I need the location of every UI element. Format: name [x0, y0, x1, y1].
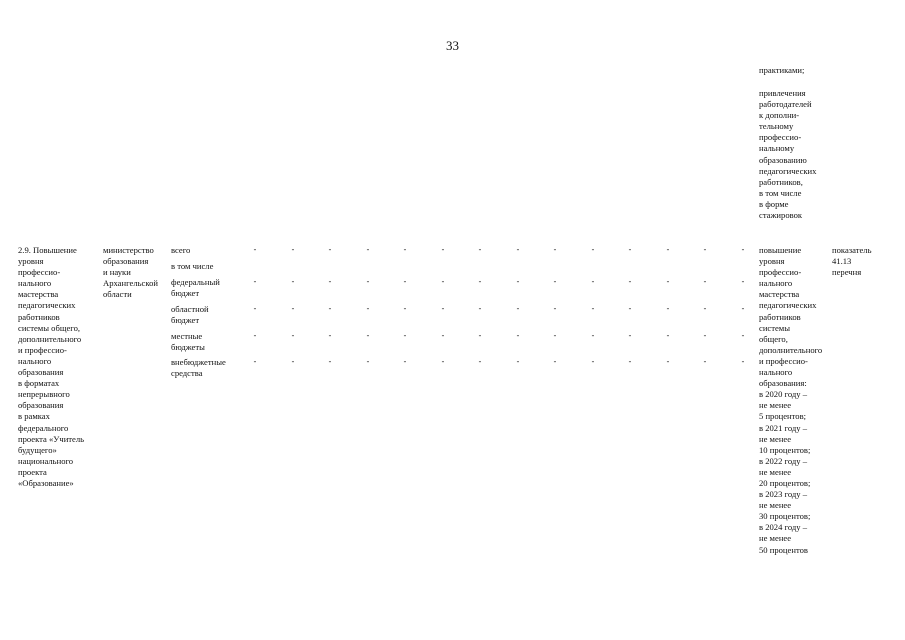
funding-value-cell: -	[741, 357, 745, 366]
funding-value-cell: -	[441, 357, 445, 366]
funding-value-cell: -	[366, 304, 370, 313]
executor-cell: министерство образования и науки Архангельской области	[103, 245, 158, 300]
funding-value-cell: -	[328, 277, 332, 286]
funding-value-cell: -	[703, 357, 707, 366]
source-label-regional: областной бюджет	[171, 304, 209, 326]
source-label-including: в том числе	[171, 261, 214, 271]
source-label-total: всего	[171, 245, 191, 255]
funding-value-cell: -	[591, 277, 595, 286]
funding-value-cell: -	[403, 304, 407, 313]
funding-value-cell: -	[328, 357, 332, 366]
funding-value-cell: -	[516, 357, 520, 366]
funding-value-cell: -	[741, 304, 745, 313]
funding-value-cell: -	[591, 357, 595, 366]
funding-value-cell: -	[703, 277, 707, 286]
continuation-text-top: практиками;	[759, 65, 805, 75]
funding-value-cell: -	[291, 357, 295, 366]
funding-value-cell: -	[703, 331, 707, 340]
funding-value-cell: -	[516, 277, 520, 286]
funding-value-cell: -	[366, 331, 370, 340]
funding-value-cell: -	[291, 304, 295, 313]
funding-value-cell: -	[328, 331, 332, 340]
funding-value-cell: -	[441, 304, 445, 313]
funding-value-cell: -	[666, 357, 670, 366]
funding-value-cell: -	[403, 245, 407, 254]
funding-value-cell: -	[253, 245, 257, 254]
source-label-local: местные бюджеты	[171, 331, 205, 353]
funding-value-cell: -	[553, 357, 557, 366]
funding-value-cell: -	[441, 245, 445, 254]
indicator-cell: показатель 41.13 перечня	[832, 245, 872, 278]
funding-value-cell: -	[741, 245, 745, 254]
funding-value-cell: -	[741, 277, 745, 286]
funding-value-cell: -	[516, 245, 520, 254]
funding-value-cell: -	[553, 304, 557, 313]
funding-value-cell: -	[553, 331, 557, 340]
funding-value-cell: -	[253, 277, 257, 286]
funding-value-cell: -	[666, 331, 670, 340]
funding-value-cell: -	[478, 277, 482, 286]
funding-value-cell: -	[441, 331, 445, 340]
source-label-offbudget: внебюджетные средства	[171, 357, 226, 379]
funding-value-cell: -	[628, 304, 632, 313]
funding-value-cell: -	[628, 331, 632, 340]
funding-value-cell: -	[553, 245, 557, 254]
funding-value-cell: -	[666, 245, 670, 254]
funding-value-cell: -	[291, 331, 295, 340]
funding-value-cell: -	[291, 245, 295, 254]
funding-value-cell: -	[703, 245, 707, 254]
funding-value-cell: -	[741, 331, 745, 340]
source-label-federal: федеральный бюджет	[171, 277, 220, 299]
funding-value-cell: -	[591, 331, 595, 340]
funding-value-cell: -	[403, 277, 407, 286]
funding-value-cell: -	[366, 277, 370, 286]
funding-value-cell: -	[478, 357, 482, 366]
funding-value-cell: -	[591, 304, 595, 313]
row-name-cell: 2.9. Повышение уровня профессио- нального мастерства педагогических работников системы общего, дополнительного и профессио- нального образования в форматах непрерывного образования в рамках федерального проекта «Учитель будущего» национального проекта «Образование»	[18, 245, 85, 488]
funding-value-cell: -	[366, 357, 370, 366]
page-number: 33	[446, 38, 459, 53]
funding-value-cell: -	[666, 304, 670, 313]
funding-value-cell: -	[478, 304, 482, 313]
funding-value-cell: -	[628, 277, 632, 286]
funding-value-cell: -	[478, 245, 482, 254]
funding-value-cell: -	[328, 304, 332, 313]
funding-value-cell: -	[403, 357, 407, 366]
funding-value-cell: -	[253, 331, 257, 340]
funding-value-cell: -	[366, 245, 370, 254]
funding-value-cell: -	[516, 304, 520, 313]
funding-value-cell: -	[291, 277, 295, 286]
funding-value-cell: -	[441, 277, 445, 286]
expected-result-cell: повышение уровня профессио- нального мастерства педагогических работников системы общего, дополнительного и профессио- нального образования: в 2020 году – не менее 5 процентов; в 2021 году – не менее 10 процентов; в 2022 году – не менее 20 процентов; в 2023 году – не менее 30 процентов; в 2024 году – не менее 50 процентов	[759, 245, 823, 555]
funding-value-cell: -	[478, 331, 482, 340]
funding-value-cell: -	[253, 304, 257, 313]
funding-value-cell: -	[666, 277, 670, 286]
funding-value-cell: -	[553, 277, 557, 286]
funding-value-cell: -	[703, 304, 707, 313]
funding-value-cell: -	[628, 245, 632, 254]
funding-value-cell: -	[328, 245, 332, 254]
funding-value-cell: -	[403, 331, 407, 340]
continuation-text-bottom: привлечения работодателей к дополни- тельному профессио- нальному образованию педагогических работников, в том числе в форме стажировок	[759, 88, 817, 221]
funding-value-cell: -	[628, 357, 632, 366]
funding-value-cell: -	[591, 245, 595, 254]
funding-value-cell: -	[516, 331, 520, 340]
funding-value-cell: -	[253, 357, 257, 366]
